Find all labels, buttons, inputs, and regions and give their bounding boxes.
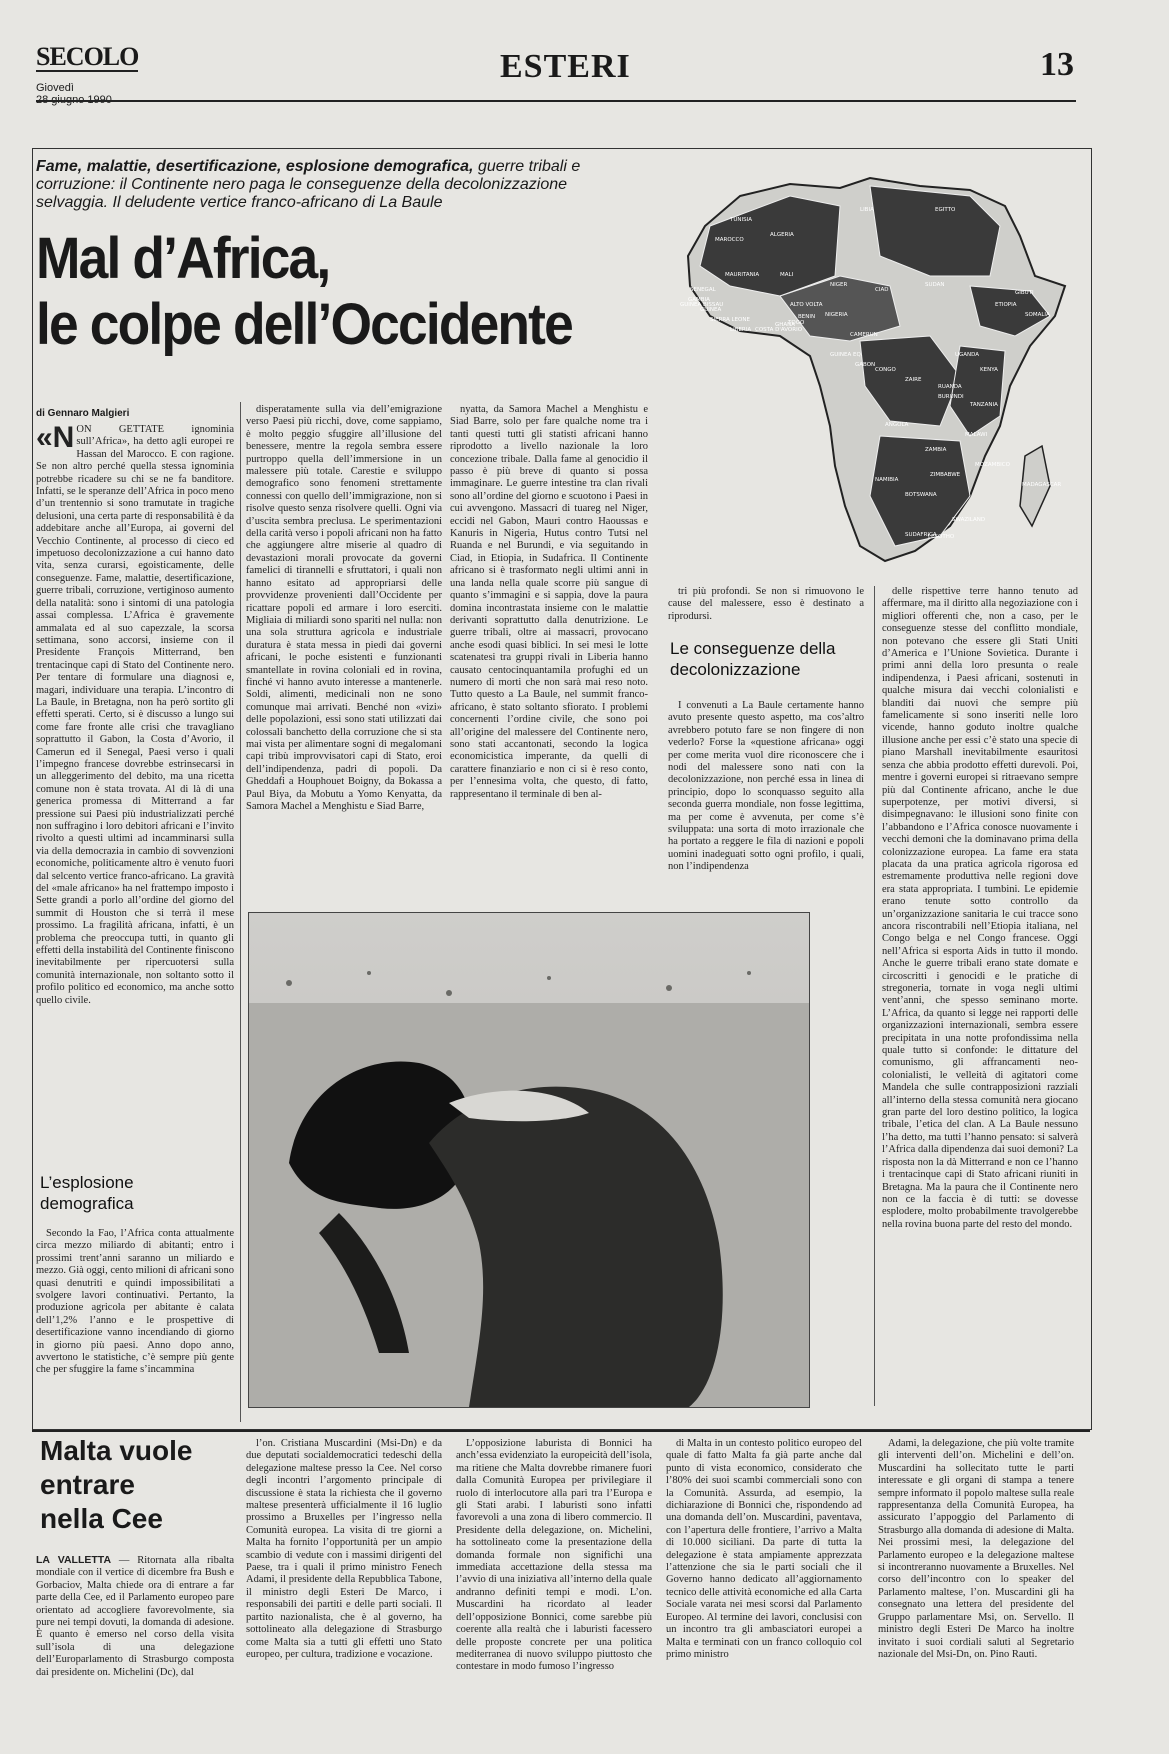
malta-column-1-text: — Ritornata alla ribalta mondiale con il vertice di dicembre fra Bush e Gorbaciov, Malta chiede ora di entrare a far parte della Cee, ed il Parlamento europeo pare orientato ad accogliere favorevolmente, sia pure nei tempi dovuti, la domanda di adesione. È quanto è emerso nel corso della visita sull’isola di una delegazione dell’Europarlamento di Strasburgo composta dai presidente on. Michelini (Dc), dal <box>36 1555 234 1678</box>
malta-headline-line-1: Malta vuole <box>40 1435 193 1466</box>
article-column-1 <box>36 424 234 1164</box>
map-label: LESOTHO <box>928 534 955 540</box>
masthead-logo: SECOLO <box>36 42 139 71</box>
map-label: TOGO <box>788 320 805 326</box>
column-1-text: ON GETTATE ignominia sull’Africa», ha detto agli europei re Hassan del Marocco. E con ragione. Se non altro perché quella stessa ignominia potrebbe ricadere su chi se ne fa banditore. Infatti, se le speranze dell’Africa in poco meno d’un trentennio si sono tramutate in tragiche delusioni, una certa parte di responsabilità è da addebitare anche all’Europa, ai governi del Vecchio Continente, al processo di cieco ed impetuoso decolonizzazione a cui hanno dato vita, senza curarsi, egoisticamente, delle conseguenze. Fame, malattie, desertificazione, guerre tribali, corruzione, vertiginoso aumento della natalità: sono i sintomi di una patologia assai complessa. L’Africa è gravemente ammalata ed al suo capezzale, la scorsa settimana, sono accorsi, insieme con il Presidente François Mitterrand, ben trentacinque capi di Stato del Continente nero. Per tentare di formulare una diagnosi e, magari, individuare una terapia. L’incontro di La Baule, in Bretagna, non ha però sortito gli effetti sperati. Certo, si è discusso a lungo sui come fare fronte alle crisi che travagliano soprattutto il Gabon, la Costa d’Avorio, il Camerun ed il Senegal, Paesi verso i quali l’impegno francese dovrebbe estrinsecarsi in un alleggerimento del debito, ma una ricetta comune non è stata trovata. Al di là di una generica promessa di Mitterrand a far pressione sui Paesi più industrializzati perché non suffragino i loro debitori africani e l’invito rivolto a questi ultimi ad incamminarsi sulla via della democrazia in cambio di sovvenzioni economiche, politicamente altro è venuto fuori dal selcento vertice franco-africano. La gravità del «male africano» ha nel frattempo imposto i Sette grandi a porlo all’ordine del giorno del summit di Houston che si terrà il mese prossimo. La fragilità africana, infatti, è un problema che preoccupa tutti, in quanto gli effetti della instabilità del Continente finiscono inevitabilmente per ripercuotersi sulla comunità internazionale, non soltanto sotto il profilo politico ed economico, ma anche sotto quello civile. <box>36 424 234 1006</box>
column-4b-text: I convenuti a La Baule certamente hanno avuto presente questo aspetto, ma cos’altro avrebbero potuto fare se non fingere di non vederlo? Forse la «questione africana» oggi per come merita vuol dire riconoscere che i nodi del malessere sono nati con la decolonizzazione, non perché essa in linea di principio, dopo lo sconquasso seguito alla seconda guerra mondiale, non fosse legittima, ma per come è avvenuta, per come s’è sviluppata: una sorta di moto irrazionale che ha portato a reggere le fila di nazioni e popoli uomini inadeguati sotto ogni profilo, i quali, non l’indipendenza <box>668 700 864 873</box>
malta-headline-line-3: nella Cee <box>40 1503 163 1534</box>
malta-column-2 <box>246 1438 442 1744</box>
kicker-rest: guerre tribali e corruzione: il Continente nero paga le conseguenze della decolonizzazione selvaggia. Il deludente vertice franco-africano di La Baule <box>36 158 581 211</box>
map-label: NIGERIA <box>825 312 848 318</box>
map-label: NIGER <box>830 282 848 288</box>
column-3-text: nyatta, da Samora Machel a Menghistu e Siad Barre, solo per fare qualche nome tra i tanti questi tutti gli statisti africani hanno riprodotto a livello nazionale la loro concezione tribale. Dalla fame al genocidio il passo è più breve di quanto si possa immaginare. Le guerre intestine tra clan rivali sono all’ordine del giorno e scuotono i Paesi in cui avvengono. Massacri di tuareg nel Niger, eccidi nel Gabon, Mauri contro Haoussas e Kanuris in Nigeria, Hutus contro Tutsi nel Ruanda e nel Burundi, e via seguitando in Ciad, in Etiopia, in Sudafrica. Il Continente africano si è trasformato negli ultimi anni in una landa nella quale scorre più sangue di quanto s’immagini e si sappia, dove la paura domina incontrastata insieme con le malattie derivanti soprattutto dalla denutrizione. Le guerre tribali, oltre ai massacri, provocano anche esodi quasi biblici. In sei mesi le lotte scatenatesi tra gruppi rivali in Liberia hanno causato centocinquantamila profughi ed un numero di morti che non sarà mai reso noto. Tutto questo a La Baule, nel summit franco-africano, è stato soltanto sfiorato. I problemi concernenti l’ordine civile, che sono poi all’origine del malessere del Continente nero, sono stati accantonati, secondo la logica economicistica imperante, da quelli di carattere finanziario e non ci si è reso conto, per l’ennesima volta, che questo, di fatto, rappresentano il terminale di ben al- <box>450 404 648 800</box>
map-label: SUDAFRICA <box>905 532 937 538</box>
map-label: RUANDA <box>938 384 962 390</box>
map-label: MALAWI <box>965 432 988 438</box>
article-headline <box>36 226 625 358</box>
map-label: ZIMBABWE <box>930 472 961 478</box>
section-divider <box>32 1430 1090 1432</box>
map-label: ZAIRE <box>905 377 922 383</box>
header-rule <box>36 100 1076 102</box>
article-column-4b <box>668 700 864 906</box>
map-label: CONGO <box>875 367 896 373</box>
article-column-4 <box>668 586 864 636</box>
map-label: NAMIBIA <box>875 477 899 483</box>
column-1b-text: Secondo la Fao, l’Africa conta attualmente circa mezzo miliardo di abitanti; entro i prossimi trent’anni saranno un miliardo e mezzo. Già oggi, cento milioni di africani sono quasi denutriti e quindi impossibilitati a svolgere lavori continuativi. Pertanto, la produzione agricola per abitante è calata dell’1,2% l’anno e le prospettive di desertificazione vanno incendiando di giorno in giorno più paesi. Anno dopo anno, avvertono le statistiche, c’è sempre più gente che per sfuggire la fame s’incammina <box>36 1228 234 1376</box>
malta-column-5 <box>878 1438 1074 1744</box>
map-label: MAURITANIA <box>725 272 760 278</box>
map-label: BURUNDI <box>938 394 964 400</box>
article-column-5 <box>882 586 1078 1406</box>
subhead-demographic: L’esplosione demografica <box>40 1173 134 1213</box>
map-label: MADAGASCAR <box>1022 482 1062 488</box>
map-label: CAMERUN <box>850 332 878 338</box>
map-label: MOZAMBICO <box>975 462 1010 468</box>
column-4-text: tri più profondi. Se non si rimuovono le cause del malessere, esso è destinato a riprodursi. <box>668 586 864 622</box>
article-column-2 <box>246 404 442 904</box>
masthead-date <box>36 82 112 106</box>
malta-column-2-text: l’on. Cristiana Muscardini (Msi-Dn) e da due deputati socialdemocratici tedeschi della delegazione maltese presso la Cee. Nel corso degli incontri l’argomento principale di discussione è stata la richiesta che il governo maltese presenterà ufficialmente il 16 luglio prossimo a Bruxelles per l’ingresso nella Comunità europea. La visita di tre giorni a Malta ha fornito l’opportunità per un ampio scambio di vedute con i massimi dirigenti del Paese, tra i quali il primo ministro Fenech Adami, il presidente della Repubblica Tabone, il ministro degli Esteri De Marco, i responsabili dei partiti e delle parti sociali. Il partito nazionalista, che è al governo, ha sottolineato alla delegazione di Strasburgo come Malta sia a tutti gli effetti uno Stato europeo, per cultura, tradizione e vocazione. <box>246 1438 442 1660</box>
column-5-text: delle rispettive terre hanno tenuto ad affermare, ma il diritto alla negoziazione con i migliori offerenti che, non a caso, per le conseguenze stesse del conflitto mondiale, non potevano che essere gli Stati Uniti d’America e l’Unione Sovietica. Durante i primi anni della loro presunta o reale indipendenza, i Paesi africani, sostenuti in qualche misura dai vecchi colonialisti e blanditi dai nuovi che sempre più famelicamente si sono inseriti nelle loro vicende, hanno goduto inoltre qualche illusione anche per essi c’è stato una specie di piano Marshall inevitabilmente esauritosi senza che abbia prodotto effetti durevoli. Poi, mentre i governi europei si ritraevano sempre più dal Continente africano, anche le due superpotenze, per motivi diversi, si disimpegnavano: le illusioni sono finite con l’abbandono e l’Africa conosce nuovamente i vecchi demoni che la dominavano prima della colonizzazione europea. La fame era stata placata da una pratica agricola rigorosa ed estremamente produttiva nelle regioni dove era stata appropriata. I tumbini. Le epidemie erano tenute sotto controllo da un’organizzazione sanitaria le cui tracce sono ancora riscontrabili nell’Etiopia italiana, nel Congo belga e nel Congo francese. Oggi nell’Africa si esporta Aids in tutto il mondo. Anche le guerre tribali erano state domate e circoscritti i genocidi e le pratiche di stregoneria, tornate in voga negli ultimi vent’anni, che spesso seminano morte. L’Africa, da quanto si legge nei rapporti delle organizzazioni internazionali, sembra essere precipitata in una notte profondissima nella quale tutto si confonde: le dittature del comunismo, gli affrancamenti neo-colonialisti, le velleità di agitatori come Mandela che sulle contrapposizioni razziali all’interno della stessa comunità nera giocano gran parte del loro destino politico, la logica tribale, l’etica del clan. A La Baule nessuno l’ha detto, ma tutti l’hanno pensato: si salverà l’Africa dalla dipendenza dai suoi demoni? La risposta non la dà Mitterrand e non ce l’hanno i trentacinque capi di Stato africani riuniti in Bretagna. Ma la paura che il Continente nero non ce la faccia è di tutti: se dovesse esplodere, molto probabilmente travolgerebbe nella rovina buona parte del resto del mondo. <box>882 586 1078 1230</box>
map-label: KENYA <box>980 367 998 373</box>
headline-line-2: le colpe dell’Occidente <box>36 292 572 357</box>
drop-cap: «N <box>36 424 75 454</box>
byline: di Gennaro Malgieri <box>36 408 130 419</box>
map-label: LIBERIA <box>730 327 752 333</box>
malta-headline <box>40 1434 240 1536</box>
map-label: SUDAN <box>925 282 945 288</box>
malta-column-4 <box>666 1438 862 1744</box>
section-title: ESTERI <box>500 48 631 85</box>
malta-column-5-text: Adami, la delegazione, che più volte tramite gli interventi dell’on. Michelini e dell’on. Muscardini ha sollecitato tutte le parti interessate e gli organi di stampa a tenere sempre informato il popolo maltese sulla reale rappresentanza della Comunità Europea, ha assicurato l’appoggio del Parlamento di Strasburgo alla domanda di adesione di Malta. Nei prossimi mesi, la delegazione del Parlamento europeo e la delegazione maltese si incontreranno nuovamente a Bruxelles. Nel corso dell’incontro con lo speaker del Parlamento maltese, l’on. Muscardini gli ha consegnato una lettera del presidente del Gruppo parlamentare Msi, on. Servello. Il ministro degli Esteri De Marco ha inoltre invitato i suoi cordiali saluti al Segretario nazionale del Msi-Dn, on. Pino Rauti. <box>878 1438 1074 1660</box>
article-column-3 <box>450 404 648 904</box>
map-label: GHANA <box>775 322 796 328</box>
map-label: EGITTO <box>935 207 956 213</box>
map-label: ANGOLA <box>885 422 909 428</box>
map-label: ALTO VOLTA <box>790 302 823 308</box>
column-rule <box>240 402 241 1422</box>
malta-column-3 <box>456 1438 652 1744</box>
africa-map-svg <box>670 166 1070 576</box>
africa-map <box>670 166 1070 576</box>
map-label: SENEGAL <box>690 287 716 293</box>
map-label: GIBUTI <box>1015 290 1034 296</box>
map-label: COSTA D'AVORIO <box>755 327 803 333</box>
map-label: BOTSWANA <box>905 492 937 498</box>
malta-dateline: LA VALLETTA <box>36 1554 112 1566</box>
map-label: ETIOPIA <box>995 302 1017 308</box>
map-label: TANZANIA <box>970 402 998 408</box>
malta-column-4-text: di Malta in un contesto politico europeo del quale di fatto Malta fa già parte anche dal punto di vista economico, considerato che l’80% dei suoi scambi commerciali sono con la Comunità. Assurda, ad esempio, la dichiarazione di Bonnici che, rispondendo ad una domanda dell’on. Muscardini, paventava, con l’apertura delle frontiere, l’arrivo a Malta di 10.000 siciliani. Da parte di tutta la delegazione è stata ampiamente apprezzata l’attenzione che sia le parti sociali che il Governo hanno dedicato all’aggiornamento tecnico delle attività economiche ed alla Carta Sociale varata nei mesi scorsi dal Parlamento Europeo. Al termine dei lavori, conclusisi con un incontro tra gli ambasciatori europei a Malta e terminati con un franco colloquio col primo ministro <box>666 1438 862 1660</box>
weekday: Giovedì <box>36 82 74 94</box>
malta-column-1 <box>36 1554 234 1744</box>
map-label: GUINEA BISSAU <box>680 302 724 308</box>
map-label: ALGERIA <box>770 232 794 238</box>
malta-headline-line-2: entrare <box>40 1469 135 1500</box>
map-label: SWAZILAND <box>952 517 986 523</box>
kicker-bold: Fame, malattie, desertificazione, esplosione demografica, <box>36 158 474 175</box>
map-label: SOMALIA <box>1025 312 1050 318</box>
map-label: ZAMBIA <box>925 447 947 453</box>
subhead-decolonization: Le conseguenze della decolonizzazione <box>670 639 836 679</box>
map-label: GAMBIA <box>688 297 710 303</box>
map-label: GUINEA <box>700 307 722 313</box>
headline-line-1: Mal d’Africa, <box>36 226 330 291</box>
column-rule-right <box>874 586 875 1406</box>
map-label: MAROCCO <box>715 237 744 243</box>
column-2-text: disperatamente sulla via dell’emigrazione verso Paesi più ricchi, dove, come sappiamo, è molto peggio sfuggire all’illusione del benessere, mentre la regola sembra essere purtroppo quella dell’immersione in un malessere più totale. Carestie e sviluppo demografico sono fenomeni strettamente connessi con quello dell’immigrazione, non si risolve questo senza risolvere quelli. Ogni via d’uscita sembra preclusa. Le sperimentazioni della carità verso i popoli africani non ha fatto che aggiungere altre miserie al quadro di devastazioni morali provocate da governi famelici di tirannelli e sfruttatori, i quali non hanno esitato ad appropriarsi delle provvidenze provenienti dall’Occidente per ricattare popoli ed armare i loro eserciti. Migliaia di miliardi sono spariti nel nulla: non una sola struttura agricola e industriale duratura è stata messa in piedi dai governi africani, le poche esistenti e funzionanti smantellate in rovina coloniali ed in rovina, finché vi hanno avuto interesse a mantenerle. Soldi, alimenti, medicinali non ne sono comunque mai arrivati. Benché non «vizi» delle popolazioni, essi sono stati utilizzati dai colossali banchetto della corruzione che si sta mai vista per alimentare sogni di megalomani capi tribù improvvisatori capi di Stato, eroi dell’indipendenza, padri di popoli. Da Gheddafi a Houphouet Boigny, da Bokassa a Paul Biya, da Mobutu a Yomo Kenyatta, da Samora Machel a Menghistu e Siad Barre, <box>246 404 442 812</box>
article-photo <box>248 912 810 1408</box>
map-label: GABON <box>855 362 876 368</box>
map-label: SIERRA LEONE <box>710 317 750 323</box>
article-column-1b <box>36 1228 234 1418</box>
malta-column-3-text: L’opposizione laburista di Bonnici ha anch’essa evidenziato la europeicità dell’isola, ma ritiene che Malta dovrebbe rimanere fuori dalla Comunità Europea per privilegiare il ruolo di interlocutore alla pari tra l’Europa e gli Stati arabi. I laburisti sono infatti favorevoli a una zona di libero commercio. Il Presidente della delegazione, on. Michelini, ha sottolineato come la presentazione della domanda formale non significhi una immediata accettazione della stessa ma l’avvio di una iniziativa all’interno della quale andranno definiti tempi e modi. L’on. Muscardini ha ricordato al leader dell’opposizione Bonnici, come sarebbe più coerente alla realtà che i laburisti facessero delle proposte concrete per una politica mediterranea di nuovo sviluppo piuttosto che contestare in modo fumoso l’ingresso <box>456 1438 652 1673</box>
photo-child-desert <box>249 913 809 1407</box>
map-label: TUNISIA <box>730 217 752 223</box>
map-label: UGANDA <box>955 352 980 358</box>
map-label: BENIN <box>798 314 816 320</box>
page-number: 13 <box>1040 46 1074 83</box>
map-label: MALI <box>780 272 794 278</box>
article-kicker <box>36 158 616 212</box>
map-label: GUINEA EQ. <box>830 352 863 358</box>
map-label: LIBIA <box>860 207 874 213</box>
map-label: CIAD <box>875 287 889 293</box>
